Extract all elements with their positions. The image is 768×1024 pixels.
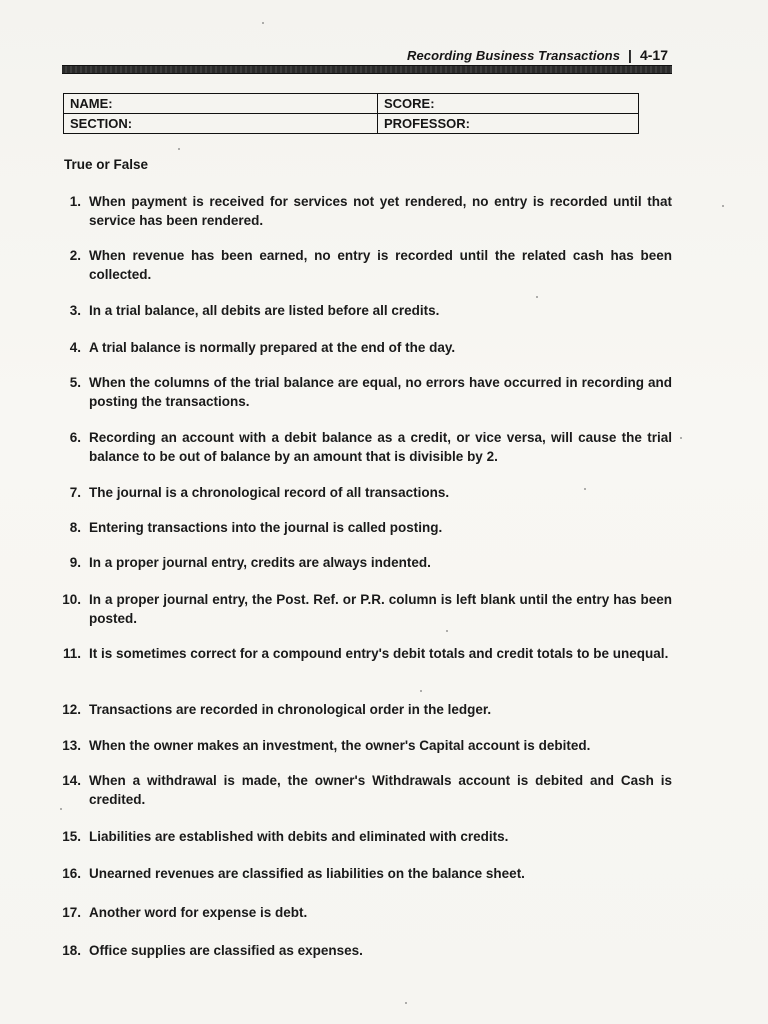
score-field: SCORE: (378, 94, 638, 114)
question-text: A trial balance is normally prepared at the end of the day. (89, 340, 456, 355)
question-item (52, 771, 672, 809)
question-number: 11. (62, 646, 81, 661)
question-number: 8. (69, 520, 81, 535)
page-number: 4-17 (639, 47, 668, 63)
header-rule (62, 65, 672, 74)
section-title: True or False (64, 157, 149, 172)
running-header (407, 47, 668, 63)
running-header-title: Recording Business Transactions (406, 48, 621, 63)
question-number: 17. (62, 905, 81, 920)
question-number: 1. (69, 194, 81, 209)
scan-speck (178, 148, 180, 150)
scan-speck (420, 690, 422, 692)
question-number: 13. (62, 738, 81, 753)
scan-speck (722, 205, 724, 207)
question-text: In a proper journal entry, the Post. Ref. or P.R. column is left blank until the entry has been posted. (89, 592, 672, 626)
scan-speck (60, 808, 62, 810)
question-text: In a proper journal entry, credits are always indented. (89, 555, 431, 570)
question-item (52, 644, 672, 663)
question-item (52, 736, 672, 755)
question-item (52, 553, 672, 572)
question-number: 5. (69, 375, 81, 390)
question-item (52, 338, 672, 357)
question-item (52, 903, 672, 922)
question-text: Recording an account with a debit balance as a credit, or vice versa, will cause the trial balance to be out of balance by an amount that is divisible by 2. (89, 430, 672, 464)
question-text: The journal is a chronological record of all transactions. (89, 485, 450, 500)
student-info-box (63, 93, 639, 134)
question-number: 2. (69, 248, 81, 263)
question-item (52, 941, 672, 960)
question-item (52, 301, 672, 320)
question-number: 15. (62, 829, 81, 844)
question-number: 4. (69, 340, 81, 355)
professor-field: PROFESSOR: (384, 116, 470, 131)
question-number: 16. (62, 866, 81, 881)
section-field: SECTION: (64, 114, 378, 133)
question-text: Another word for expense is debt. (89, 905, 308, 920)
question-text: When payment is received for services not yet rendered, no entry is recorded until that service has been rendered. (89, 194, 672, 228)
question-text: Office supplies are classified as expenses. (89, 943, 363, 958)
question-text: When revenue has been earned, no entry is recorded until the related cash has been collected. (89, 248, 672, 282)
name-field: NAME: (64, 94, 378, 114)
question-number: 18. (62, 943, 81, 958)
question-text: It is sometimes correct for a compound entry's debit totals and credit totals to be unequal. (89, 646, 669, 661)
scan-speck (584, 488, 586, 490)
question-text: When the owner makes an investment, the owner's Capital account is debited. (89, 738, 591, 753)
scan-speck (536, 296, 538, 298)
scan-speck (680, 437, 682, 439)
scan-speck (446, 630, 448, 632)
scan-speck (262, 22, 264, 24)
question-text: Transactions are recorded in chronological order in the ledger. (89, 702, 492, 717)
question-item (52, 428, 672, 466)
question-number: 14. (62, 773, 81, 788)
question-item (52, 590, 672, 628)
question-item (52, 700, 672, 719)
scan-speck (405, 1002, 407, 1004)
question-text: In a trial balance, all debits are listed before all credits. (89, 303, 440, 318)
question-item (52, 246, 672, 284)
question-item (52, 483, 672, 502)
question-text: Entering transactions into the journal is called posting. (89, 520, 443, 535)
question-text: When a withdrawal is made, the owner's Withdrawals account is debited and Cash is credited. (89, 773, 672, 807)
question-number: 3. (69, 303, 81, 318)
question-number: 7. (69, 485, 81, 500)
question-item (52, 518, 672, 537)
question-item (52, 827, 672, 846)
question-text: Unearned revenues are classified as liabilities on the balance sheet. (89, 866, 525, 881)
question-text: Liabilities are established with debits and eliminated with credits. (89, 829, 509, 844)
question-item (52, 373, 672, 411)
running-header-separator: | (628, 47, 632, 63)
question-item (52, 864, 672, 883)
question-number: 6. (69, 430, 81, 445)
question-number: 10. (62, 592, 81, 607)
question-text: When the columns of the trial balance are equal, no errors have occurred in recording and posting the transactions. (89, 375, 672, 409)
question-item (52, 192, 672, 230)
question-number: 9. (69, 555, 81, 570)
question-number: 12. (62, 702, 81, 717)
